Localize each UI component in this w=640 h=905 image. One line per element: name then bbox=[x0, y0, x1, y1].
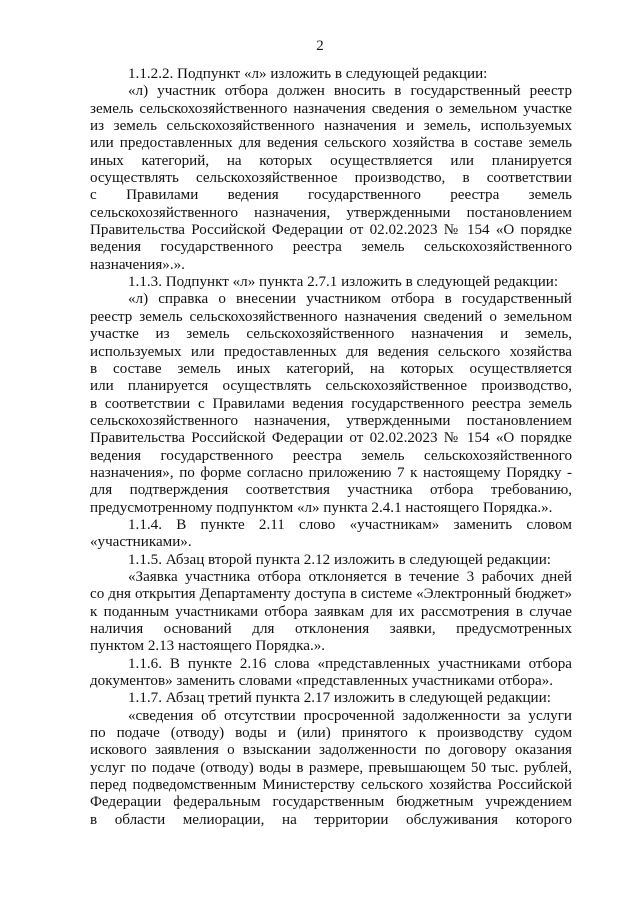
text-line: услуг по подаче (отводу) воды в размере, превышающем 50 тыс. рублей, bbox=[90, 759, 572, 776]
text-line: к поданным участниками отбора заявкам для их рассмотрения в случае bbox=[90, 603, 572, 620]
text-line: используемых или предоставленных для ведения сельского хозяйства bbox=[90, 343, 572, 360]
text-line: ведения государственного реестра земель сельскохозяйственного bbox=[90, 239, 572, 256]
text-line: или предоставленных для ведения сельского хозяйства в составе земель bbox=[90, 135, 572, 152]
text-line: с Правилами ведения государственного реестра земель bbox=[90, 187, 572, 204]
text-line: со дня открытия Департаменту доступа в системе «Электронный бюджет» bbox=[90, 586, 572, 603]
text-line: «участниками». bbox=[90, 534, 192, 551]
text-line: 1.1.6. В пункте 2.16 слова «представленных участниками отбора bbox=[128, 655, 572, 672]
text-line: реестр земель сельскохозяйственного назначения сведений о земельном bbox=[90, 308, 572, 325]
text-line: назначения».». bbox=[90, 256, 185, 273]
page-number: 2 bbox=[316, 38, 324, 54]
text-line: предусмотренному подпунктом «л» пункта 2.4.1 настоящего Порядка.». bbox=[90, 499, 553, 516]
document-body bbox=[90, 66, 572, 829]
text-line: 1.1.2.2. Подпункт «л» изложить в следующей редакции: bbox=[128, 66, 488, 82]
text-line: «сведения об отсутствии просроченной задолженности за услуги bbox=[128, 707, 572, 724]
text-line: Федерации федеральным государственным бюджетным учреждением bbox=[90, 794, 572, 811]
text-line: «л) справка о внесении участником отбора в государственный bbox=[128, 291, 572, 308]
text-line: в соответствии с Правилами ведения государственного реестра земель bbox=[90, 395, 572, 412]
text-line: 1.1.3. Подпункт «л» пункта 2.7.1 изложить в следующей редакции: bbox=[128, 274, 559, 291]
text-line: 1.1.5. Абзац второй пункта 2.12 изложить в следующей редакции: bbox=[128, 551, 551, 568]
text-line: участке из земель сельскохозяйственного назначения и земель, bbox=[90, 326, 572, 343]
text-line: иных категорий, на которых осуществляется или планируется bbox=[90, 152, 572, 169]
text-line: земель сельскохозяйственного назначения сведения о земельном участке bbox=[90, 100, 572, 117]
text-line: назначения», по форме согласно приложению 7 к настоящему Порядку - bbox=[90, 464, 572, 481]
text-line: наличия оснований для отклонения заявки, предусмотренных bbox=[90, 621, 572, 637]
text-line: в составе земель иных категорий, на которых осуществляется bbox=[90, 360, 572, 377]
text-line: «Заявка участника отбора отклоняется в течение 3 рабочих дней bbox=[128, 568, 572, 585]
text-line: 1.1.7. Абзац третий пункта 2.17 изложить в следующей редакции: bbox=[128, 690, 551, 707]
text-line: по подаче (отводу) воды и (или) принятого к производству судом bbox=[90, 725, 572, 742]
text-line: 1.1.4. В пункте 2.11 слово «участникам» заменить словом bbox=[128, 516, 572, 533]
text-line: сельскохозяйственного назначения, утвержденными постановлением bbox=[90, 412, 572, 429]
text-line: пунктом 2.13 настоящего Порядка.». bbox=[90, 638, 326, 655]
text-line: «л) участник отбора должен вносить в государственный реестр bbox=[128, 83, 572, 100]
text-line: перед подведомственным Министерству сельского хозяйства Российской bbox=[90, 777, 572, 794]
text-line: или планируется осуществлять сельскохозяйственное производство, bbox=[90, 378, 572, 395]
text-line: из земель сельскохозяйственного назначения и земель, используемых bbox=[90, 118, 572, 135]
text-line: в области мелиорации, на территории обслуживания которого bbox=[90, 811, 572, 828]
text-line: документов» заменить словами «представленных участниками отбора». bbox=[90, 673, 554, 690]
text-line: искового заявления о взыскании задолженности по договору оказания bbox=[90, 742, 572, 759]
text-line: для подтверждения соответствия участника отбора требованию, bbox=[90, 482, 572, 499]
text-line: Правительства Российской Федерации от 02.02.2023 № 154 «О порядке bbox=[90, 222, 572, 239]
text-line: осуществлять сельскохозяйственное производство, в соответствии bbox=[90, 170, 572, 187]
text-line: сельскохозяйственного назначения, утвержденными постановлением bbox=[90, 204, 572, 221]
text-line: Правительства Российской Федерации от 02.02.2023 № 154 «О порядке bbox=[90, 430, 572, 447]
text-line: ведения государственного реестра земель сельскохозяйственного bbox=[90, 447, 572, 464]
